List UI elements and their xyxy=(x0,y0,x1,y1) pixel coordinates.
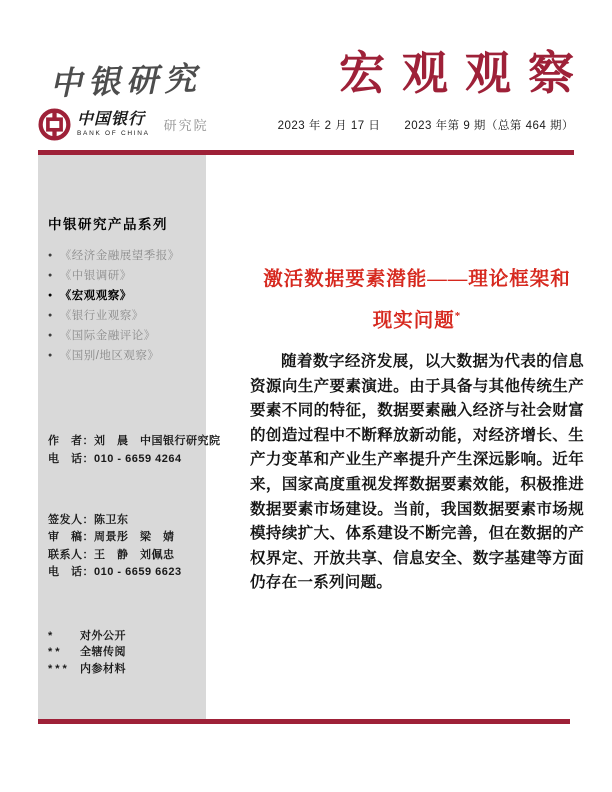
author-phone-line: 电 话：010 - 6659 4264 xyxy=(48,452,182,465)
brand-text xyxy=(77,112,150,138)
series-item xyxy=(48,246,198,266)
article-title xyxy=(250,261,584,340)
footnote-mark: * xyxy=(454,309,462,322)
series-item-label: 《银行业观察》 xyxy=(59,309,144,322)
series-item-label: 《经济金融展望季报》 xyxy=(59,249,180,262)
series-header: 中银研究产品系列 xyxy=(48,216,168,232)
footer-divider xyxy=(38,719,570,724)
bullet-icon: ● xyxy=(48,271,53,279)
issuer-line: 签发人：陈卫东 xyxy=(48,513,129,526)
classification-notes xyxy=(48,628,198,678)
contact-phone-line: 电 话：010 - 6659 6623 xyxy=(48,566,182,578)
brand-name-en: BANK OF CHINA xyxy=(77,130,150,138)
note-line xyxy=(48,661,198,678)
sidebar xyxy=(38,155,221,719)
series-list xyxy=(48,246,198,366)
article-title-line1: 激活数据要素潜能——理论框架和 xyxy=(263,268,571,290)
bank-of-china-logo-icon xyxy=(38,108,71,141)
series-item xyxy=(48,306,198,326)
brand-department: 研究院 xyxy=(163,118,209,133)
note-label: 对外公开 xyxy=(80,629,126,642)
series-item-current xyxy=(48,286,198,306)
bullet-icon: ● xyxy=(48,331,53,339)
bullet-icon: ● xyxy=(48,351,53,359)
note-stars: * xyxy=(48,629,56,642)
article-abstract: 随着数字经济发展，以大数据为代表的信息资源向生产要素演进。由于具备与其他传统生产要素不同的特征，数据要素融入经济与社会财富的创造过程中不断释放新动能，对经济增长、生产力变革和产业生产率提升产生深远影响。近年来，国家高度重视发挥数据要素效能，积极推进数据要素市场建设。当前，我国数据要素市场规模持续扩大、体系建设不断完善，但在数据的产权界定、开放共享、信息安全、数字基建等方面仍存在一系列问题。 xyxy=(250,353,584,592)
publish-date: 2023 年 2 月 17 日 xyxy=(277,119,381,132)
page-body xyxy=(38,155,584,719)
series-item-label: 《国际金融评论》 xyxy=(59,329,156,342)
note-stars: ** xyxy=(48,646,63,658)
note-line xyxy=(48,644,198,661)
author-block xyxy=(48,432,221,468)
bullet-icon: ● xyxy=(48,251,53,259)
series-item xyxy=(48,346,198,366)
series-item-label: 《国别/地区观察》 xyxy=(59,349,160,362)
contact-line: 联系人：王 静 刘佩忠 xyxy=(48,548,175,561)
masthead xyxy=(0,0,612,103)
note-stars: *** xyxy=(48,662,70,675)
series-item-label: 《中银调研》 xyxy=(59,269,132,282)
issue-info-row xyxy=(38,108,574,141)
signature-block xyxy=(48,512,198,582)
article-area xyxy=(206,155,584,719)
author-line: 作 者：刘 晨 中国银行研究院 xyxy=(48,434,221,447)
series-item-label: 《宏观观察》 xyxy=(59,289,132,302)
brand-name-cn: 中国银行 xyxy=(77,110,146,128)
reviewer-line: 审 稿：周景彤 梁 婧 xyxy=(48,531,175,543)
note-line xyxy=(48,628,198,645)
series-item xyxy=(48,266,198,286)
issue-number: 2023 年第 9 期（总第 464 期） xyxy=(404,119,574,132)
calligraphy-logo: 中银研究 xyxy=(49,58,203,103)
bullet-icon: ● xyxy=(48,291,53,299)
article-title-line2: 现实问题 xyxy=(372,310,455,331)
publication-title: 宏观观察 xyxy=(339,48,591,100)
bullet-icon: ● xyxy=(48,311,53,319)
note-label: 内参材料 xyxy=(80,662,126,675)
series-item xyxy=(48,326,198,346)
note-label: 全辖传阅 xyxy=(80,646,126,658)
